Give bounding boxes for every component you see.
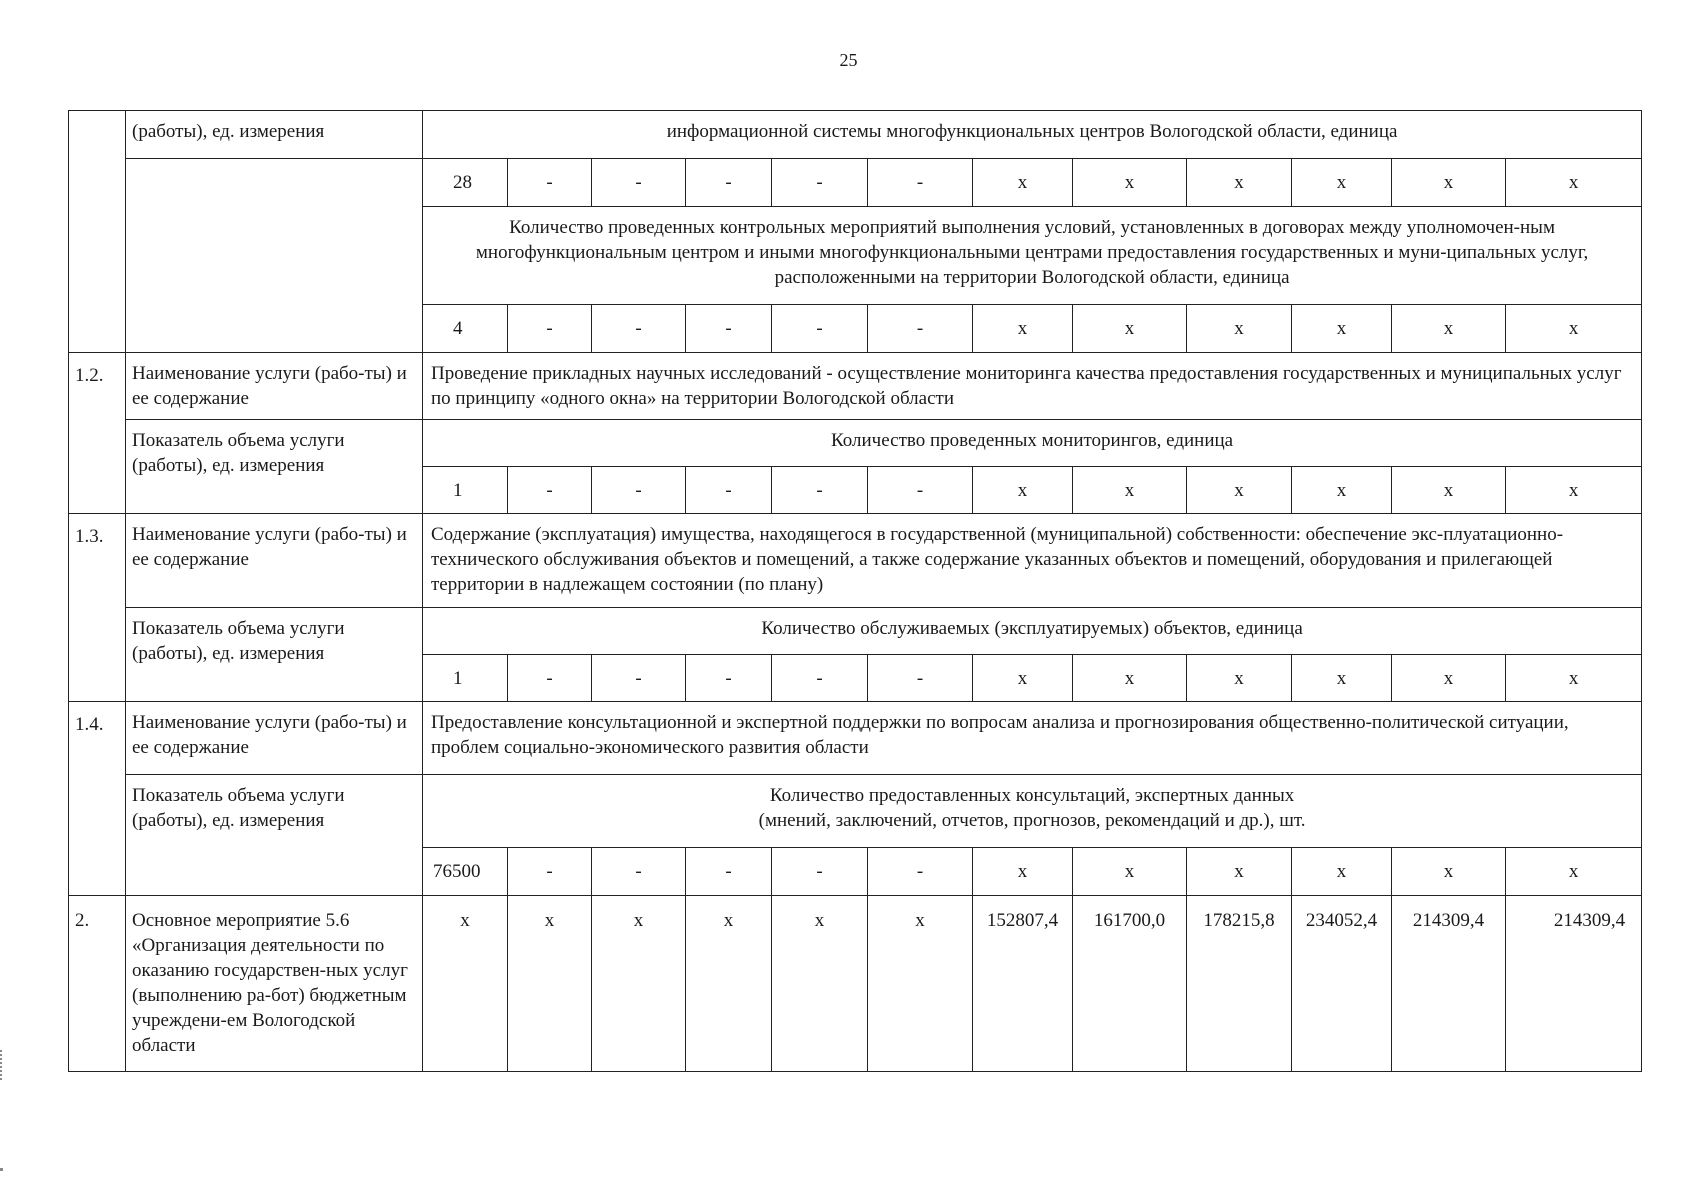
value-cell: 234052,4 xyxy=(1292,896,1392,1072)
value-cell: х xyxy=(1073,467,1187,514)
value-cell: 28 xyxy=(423,159,508,207)
value-cell: 1 xyxy=(423,467,508,514)
value-cell: х xyxy=(1073,848,1187,896)
value-cell: 161700,0 xyxy=(1073,896,1187,1072)
value-cell: х xyxy=(1292,159,1392,207)
value-cell: х xyxy=(1187,467,1292,514)
value-cell: х xyxy=(1392,159,1506,207)
indicator-label: Показатель объема услуги (работы), ед. измерения xyxy=(126,420,423,514)
value-cell: х xyxy=(1506,467,1642,514)
item-number: 1.3. xyxy=(69,514,126,702)
service-name-text: Проведение прикладных научных исследований - осуществление мониторинга качества предоставления государственных и муниципальных услуг по принципу «одного окна» на территории Вологодской области xyxy=(423,353,1642,420)
value-cell: - xyxy=(868,848,973,896)
indicator-text: Количество проведенных мониторингов, единица xyxy=(423,420,1642,467)
value-cell: - xyxy=(868,159,973,207)
indicator-text: Количество обслуживаемых (эксплуатируемых) объектов, единица xyxy=(423,608,1642,655)
indicator-text-line: (мнений, заключений, отчетов, прогнозов, рекомендаций и др.), шт. xyxy=(758,810,1306,831)
value-cell: - xyxy=(508,159,592,207)
value-cell: х xyxy=(1506,305,1642,353)
main-activity-label: Основное мероприятие 5.6 «Организация деятельности по оказанию государствен-ных услуг (выполнению ра-бот) бюджетным учреждени-ем Вологодской области xyxy=(126,896,423,1072)
value-cell: х xyxy=(772,896,868,1072)
value-cell: 178215,8 xyxy=(1187,896,1292,1072)
value-cell: - xyxy=(772,467,868,514)
value-cell: х xyxy=(1392,655,1506,702)
value-cell: х xyxy=(1187,848,1292,896)
value-cell: 152807,4 xyxy=(973,896,1073,1072)
scan-margin-mark xyxy=(0,1050,5,1080)
value-cell: х xyxy=(1187,305,1292,353)
value-cell: 76500 xyxy=(423,848,508,896)
service-name-label: Наименование услуги (рабо-ты) и ее содержание xyxy=(126,514,423,608)
value-cell: - xyxy=(686,159,772,207)
value-cell: 214309,4 xyxy=(1392,896,1506,1072)
value-cell: х xyxy=(1506,159,1642,207)
value-cell: х xyxy=(1292,848,1392,896)
value-cell: х xyxy=(973,655,1073,702)
block-a-header-row xyxy=(69,111,1642,159)
value-cell: х xyxy=(1073,655,1187,702)
value-cell: - xyxy=(772,305,868,353)
value-cell: - xyxy=(772,655,868,702)
service-name-text: Содержание (эксплуатация) имущества, находящегося в государственной (муниципальной) собственности: обеспечение экс-плуатационно-технического обслуживания объектов и помещений, а также содержание указанных объектов и помещений, оборудования и прилегающей территории в надлежащем состоянии (по плану) xyxy=(423,514,1642,608)
block-a-values-row xyxy=(69,159,1642,207)
value-cell: х xyxy=(973,305,1073,353)
value-cell: х xyxy=(1292,467,1392,514)
indicator-text xyxy=(423,775,1642,848)
value-cell: х xyxy=(423,896,508,1072)
value-cell: 214309,4 xyxy=(1506,896,1642,1072)
value-cell: х xyxy=(686,896,772,1072)
value-cell: - xyxy=(508,655,592,702)
value-cell: - xyxy=(686,467,772,514)
service-name-label: Наименование услуги (рабо-ты) и ее содержание xyxy=(126,353,423,420)
value-cell: 1 xyxy=(423,655,508,702)
value-cell: х xyxy=(1292,305,1392,353)
item-1-2-indicator-row xyxy=(69,420,1642,467)
item-1-4-indicator-row xyxy=(69,775,1642,848)
value-cell: х xyxy=(1073,305,1187,353)
item-number: 1.4. xyxy=(69,702,126,896)
indicator-label: Показатель объема услуги (работы), ед. измерения xyxy=(126,775,423,896)
item-1-2-name-row xyxy=(69,353,1642,420)
value-cell: - xyxy=(592,467,686,514)
item-number: 2. xyxy=(69,896,126,1072)
value-cell: - xyxy=(686,655,772,702)
value-cell: - xyxy=(508,467,592,514)
block-a-no-cell xyxy=(69,111,126,353)
service-name-label: Наименование услуги (рабо-ты) и ее содержание xyxy=(126,702,423,775)
value-cell: х xyxy=(1392,305,1506,353)
value-cell: х xyxy=(1506,655,1642,702)
value-cell: х xyxy=(1187,655,1292,702)
value-cell: - xyxy=(868,467,973,514)
value-cell: - xyxy=(592,848,686,896)
value-cell: - xyxy=(772,159,868,207)
value-cell: 4 xyxy=(423,305,508,353)
value-cell: - xyxy=(592,655,686,702)
value-cell: х xyxy=(1506,848,1642,896)
value-cell: х xyxy=(1187,159,1292,207)
value-cell: х xyxy=(973,467,1073,514)
value-cell: - xyxy=(772,848,868,896)
value-cell: х xyxy=(973,848,1073,896)
page-number: 25 xyxy=(839,50,858,70)
item-1-4-name-row xyxy=(69,702,1642,775)
value-cell: - xyxy=(686,305,772,353)
value-cell: х xyxy=(1292,655,1392,702)
value-cell: х xyxy=(868,896,973,1072)
item-1-3-indicator-row xyxy=(69,608,1642,655)
item-2-row xyxy=(69,896,1642,1072)
value-cell: х xyxy=(1392,467,1506,514)
item-number: 1.2. xyxy=(69,353,126,514)
value-cell: - xyxy=(592,159,686,207)
block-a-label: (работы), ед. измерения xyxy=(126,111,423,159)
value-cell: - xyxy=(868,305,973,353)
value-cell: - xyxy=(686,848,772,896)
value-cell: х xyxy=(1073,159,1187,207)
value-cell: - xyxy=(868,655,973,702)
program-table xyxy=(68,110,1642,1072)
value-cell: - xyxy=(508,848,592,896)
value-cell: х xyxy=(592,896,686,1072)
value-cell: х xyxy=(973,159,1073,207)
block-a-label-filler xyxy=(126,159,423,353)
block-a-header: информационной системы многофункциональных центров Вологодской области, единица xyxy=(423,111,1642,159)
service-name-text: Предоставление консультационной и экспертной поддержки по вопросам анализа и прогнозирования общественно-политической ситуации, проблем социально-экономического развития области xyxy=(423,702,1642,775)
indicator-label: Показатель объема услуги (работы), ед. измерения xyxy=(126,608,423,702)
value-cell: х xyxy=(508,896,592,1072)
scan-margin-dot xyxy=(0,1168,3,1171)
block-b-header: Количество проведенных контрольных мероприятий выполнения условий, установленных в договорах между уполномочен-ным многофункциональным центром и иными многофункциональными центрами предоставления государственных и муни-ципальных услуг, расположенными на территории Вологодской области, единица xyxy=(423,207,1642,305)
item-1-3-name-row xyxy=(69,514,1642,608)
value-cell: - xyxy=(592,305,686,353)
value-cell: х xyxy=(1392,848,1506,896)
indicator-text-line: Количество предоставленных консультаций, экспертных данных xyxy=(769,785,1295,806)
value-cell: - xyxy=(508,305,592,353)
